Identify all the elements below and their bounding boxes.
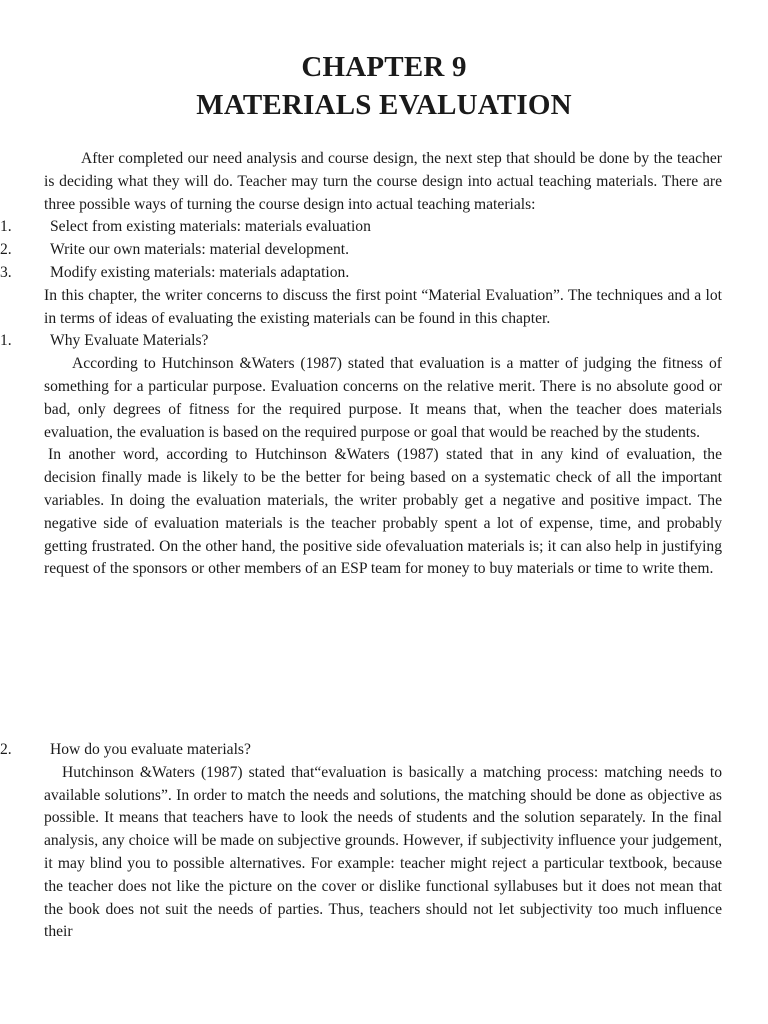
section-heading-text: How do you evaluate materials? [50,741,251,758]
intro-paragraph: After completed our need analysis and course design, the next step that should be done by the teacher is deciding what they will do. Teacher may turn the course design into actual teaching materials. There are three possible ways of turning the course design into actual teaching materials: [44,150,722,213]
how-evaluate-paragraph-1: Hutchinson &Waters (1987) stated that“evaluation is basically a matching process: matching needs to available solutions”. In order to match the needs and solutions, the matching should be done as objective as possible. It means that teachers have to look the needs of students and the solution separately. In the final analysis, any choice will be made on subjective grounds. However, if subjectivity influence your judgement, it may blind you to possible alternatives. For example: teacher might reject a particular textbook, because the teacher does not like the picture on the cover or dislike functional syllabuses but it does not mean that the book does not suit the needs of parties. Thus, teachers should not let subjectivity too much influence their [44,763,722,941]
why-evaluate-paragraph-1: According to Hutchinson &Waters (1987) stated that evaluation is a matter of judging the fitness of something for a particular purpose. Evaluation concerns on the relative merit. There is no absolute good or bad, only degrees of fitness for the required purpose. It means that, when the teacher does materials evaluation, the evaluation is based on the required purpose or goal that would be reached by the students. [44,355,722,441]
list-item [0,239,722,262]
list-item-number: 3. [0,263,12,281]
chapter-focus-paragraph: In this chapter, the writer concerns to discuss the first point “Material Evaluation”. The techniques and a lot in terms of ideas of evaluating the existing materials can be found in this chapter. [44,286,722,327]
chapter-body-bottom [0,739,722,944]
section-heading-why-evaluate [0,330,722,353]
list-item-number: 1. [0,218,12,236]
list-item-text: Write our own materials: material development. [50,241,350,259]
section-number: 1. [0,332,12,350]
chapter-label: CHAPTER 9 [301,51,467,83]
list-item-number: 2. [0,241,12,259]
chapter-body-top [0,148,722,581]
list-item [0,262,722,285]
list-item-text: Select from existing materials: materials evaluation [50,218,371,236]
section-heading-how-evaluate [0,739,722,762]
chapter-title: MATERIALS EVALUATION [196,89,572,121]
section-heading-text: Why Evaluate Materials? [50,332,209,350]
list-item [0,216,722,239]
section-number: 2. [0,741,12,758]
why-evaluate-paragraph-2: In another word, according to Hutchinson &Waters (1987) stated that in any kind of evaluation, the decision finally made is likely to be the better for being based on a systematic check of all the important variables. In doing the evaluation materials, the writer probably get a negative and positive impact. The negative side of evaluation materials is the teacher probably spent a lot of expense, time, and probably getting frustrated. On the other hand, the positive side ofevaluation materials is; it can also help in justifying request of the sponsors or other members of an ESP team for money to buy materials or time to write them. [44,446,722,578]
list-item-text: Modify existing materials: materials adaptation. [50,263,350,281]
